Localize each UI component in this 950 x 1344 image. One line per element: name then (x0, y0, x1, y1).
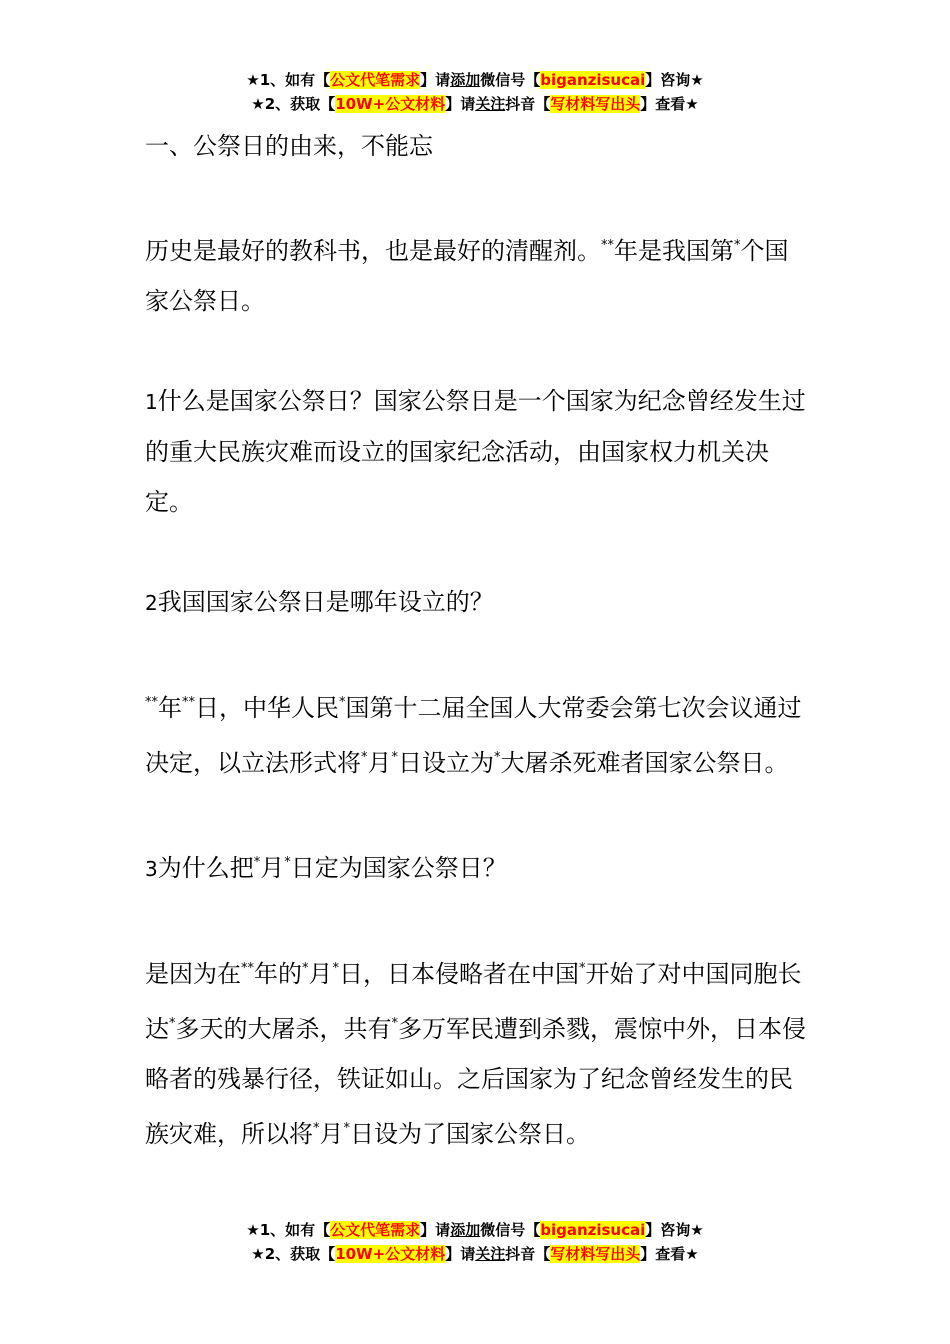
highlight-douyin-id: 写材料写出头 (550, 1245, 641, 1263)
paragraph-intro: 历史是最好的教科书，也是最好的清醒剂。**年是我国第*个国家公祭日。 (145, 237, 789, 315)
banner-line-2: ★2、获取【10W+公文材料】请关注抖音【写材料写出头】查看★ (251, 95, 699, 113)
paragraph-establishment: **年**日，中华人民*国第十二届全国人大常委会第七次会议通过决定，以立法形式将*月*日设立为*大屠杀死难者国家公祭日。 (145, 694, 802, 777)
highlight-materials: 10W+公文材料 (335, 95, 446, 113)
highlight-douyin-id: 写材料写出头 (550, 95, 641, 113)
footer-banner (0, 1218, 950, 1266)
section-heading: 一、公祭日的由来，不能忘 (145, 132, 433, 160)
highlight-wechat-id: biganzisucai (540, 1221, 646, 1239)
highlight-wechat-id: biganzisucai (540, 71, 646, 89)
header-banner (0, 68, 950, 116)
spacer (145, 788, 810, 838)
highlight-materials: 10W+公文材料 (335, 1245, 446, 1263)
spacer (145, 171, 810, 221)
spacer (145, 894, 810, 944)
banner-line-2: ★2、获取【10W+公文材料】请关注抖音【写材料写出头】查看★ (251, 1245, 699, 1263)
highlight-service: 公文代笔需求 (330, 71, 421, 89)
banner-line-1: ★1、如有【公文代笔需求】请添加微信号【biganzisucai】咨询★ (246, 1221, 704, 1239)
spacer (145, 628, 810, 678)
question-3: 3为什么把*月*日定为国家公祭日？ (145, 854, 507, 882)
question-2: 2我国国家公祭日是哪年设立的？ (145, 588, 494, 616)
banner-line-1: ★1、如有【公文代笔需求】请添加微信号【biganzisucai】咨询★ (246, 71, 704, 89)
document-body (145, 121, 810, 1159)
highlight-service: 公文代笔需求 (330, 1221, 421, 1239)
question-1: 1什么是国家公祭日？国家公祭日是一个国家为纪念曾经发生过的重大民族灾难而设立的国家纪念活动，由国家权力机关决定。 (145, 387, 806, 516)
paragraph-reason: 是因为在**年的*月*日，日本侵略者在中国*开始了对中国同胞长达*多天的大屠杀，共有*多万军民遭到杀戮，震惊中外，日本侵略者的残暴行径，铁证如山。之后国家为了纪念曾经发生的民族灾难，所以将*月*日设为了国家公祭日。 (145, 960, 806, 1148)
spacer (145, 326, 810, 376)
spacer (145, 527, 810, 577)
